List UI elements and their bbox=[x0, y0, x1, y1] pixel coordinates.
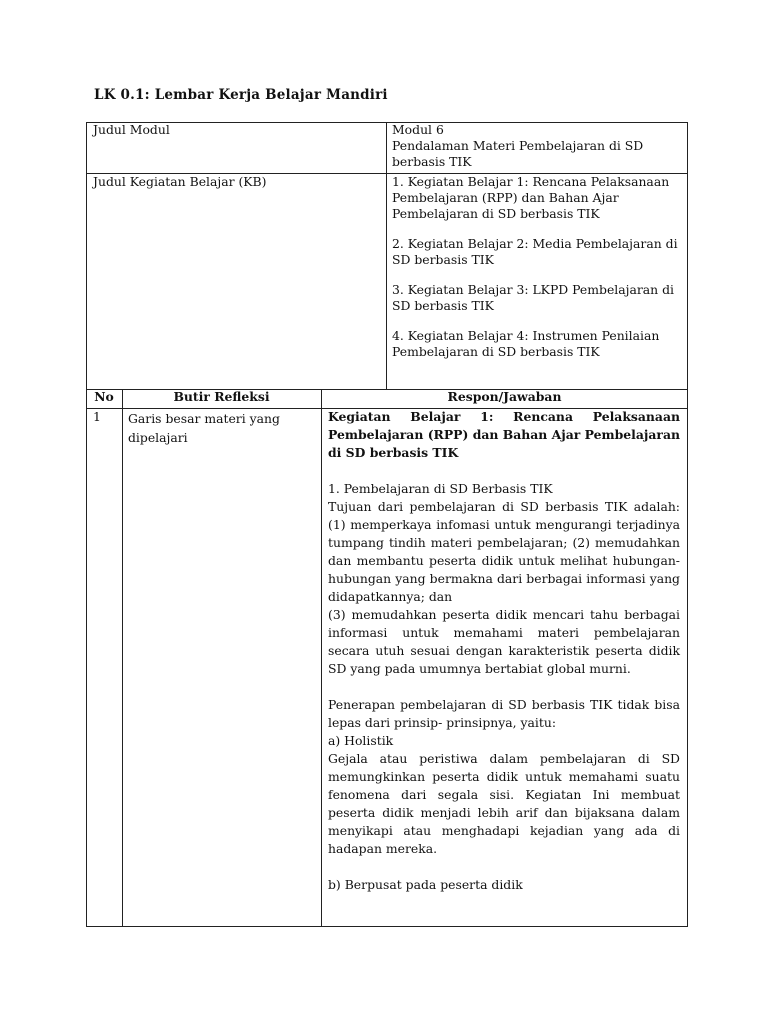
page-title: LK 0.1: Lembar Kerja Belajar Mandiri bbox=[94, 87, 388, 103]
kb-item-4: 4. Kegiatan Belajar 4: Instrumen Penilaian Pembelajaran di SD berbasis TIK bbox=[392, 328, 660, 359]
divider-no-column bbox=[122, 389, 123, 927]
kb-item-2: 2. Kegiatan Belajar 2: Media Pembelajaran di SD berbasis TIK bbox=[392, 236, 678, 267]
judul-modul-value bbox=[392, 122, 682, 170]
judul-modul-label: Judul Modul bbox=[93, 122, 170, 137]
penerapan-text: Penerapan pembelajaran di SD berbasis TIK tidak bisa lepas dari prinsip- prinsipnya, yaitu: bbox=[328, 697, 680, 730]
point1-body-2: (3) memudahkan peserta didik mencari tahu berbagai informasi untuk memahami materi pembelajaran secara utuh sesuai dengan karakteristik peserta didik SD yang pada umumnya bertabiat global murni. bbox=[328, 607, 680, 676]
kb-item-3: 3. Kegiatan Belajar 3: LKPD Pembelajaran di SD berbasis TIK bbox=[392, 282, 674, 313]
modul-title: Pendalaman Materi Pembelajaran di SD berbasis TIK bbox=[392, 138, 644, 169]
divider-info-column bbox=[386, 122, 387, 389]
row1-no: 1 bbox=[93, 409, 101, 424]
principle-a-body: Gejala atau peristiwa dalam pembelajaran di SD memungkinkan peserta didik untuk memahami suatu fenomena dari segala sisi. Kegiatan Ini membuat peserta didik menjadi lebih arif dan bijaksana dalam menyikapi atau menghadapi kejadian yang ada di hadapan mereka. bbox=[328, 751, 680, 856]
principle-a-title: a) Holistik bbox=[328, 733, 394, 748]
response-heading: Kegiatan Belajar 1: Rencana Pelaksanaan Pembelajaran (RPP) dan Bahan Ajar Pembelajaran di SD berbasis TIK bbox=[328, 409, 680, 460]
point1-title: 1. Pembelajaran di SD Berbasis TIK bbox=[328, 481, 553, 496]
row1-butir: Garis besar materi yang dipelajari bbox=[128, 411, 280, 445]
kb-item-1: 1. Kegiatan Belajar 1: Rencana Pelaksanaan Pembelajaran (RPP) dan Bahan Ajar Pembelajaran di SD berbasis TIK bbox=[392, 174, 670, 221]
principle-b-title: b) Berpusat pada peserta didik bbox=[328, 877, 523, 892]
divider-butir-column bbox=[321, 389, 322, 927]
point1-body: Tujuan dari pembelajaran di SD berbasis TIK adalah: (1) memperkaya infomasi untuk mengurangi terjadinya tumpang tindih materi pembelajaran; (2) memudahkan dan membantu peserta didik untuk melihat hubungan-hubungan yang bermakna dari berbagai informasi yang didapatkannya; dan bbox=[328, 499, 680, 604]
judul-kb-label: Judul Kegiatan Belajar (KB) bbox=[93, 174, 267, 189]
kb-list bbox=[392, 174, 682, 359]
header-respon-jawaban: Respon/Jawaban bbox=[447, 389, 562, 404]
header-no: No bbox=[94, 389, 114, 404]
modul-number: Modul 6 bbox=[392, 122, 444, 137]
row1-response bbox=[328, 408, 680, 894]
header-butir-refleksi: Butir Refleksi bbox=[173, 389, 270, 404]
